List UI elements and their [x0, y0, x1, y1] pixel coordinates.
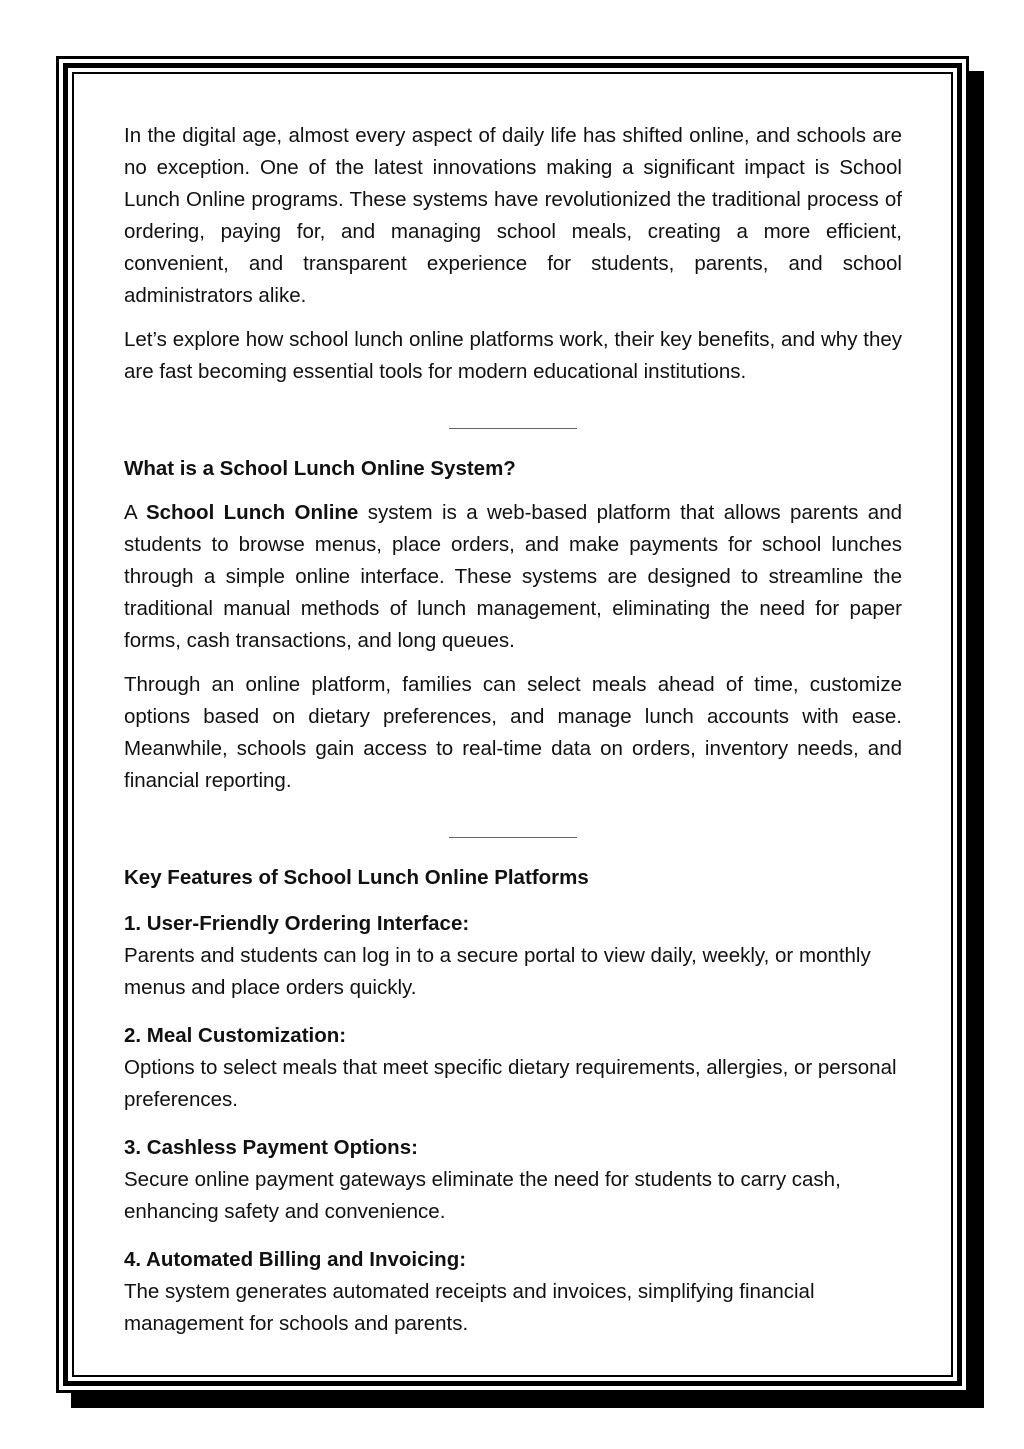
feature-description: Parents and students can log in to a secure portal to view daily, weekly, or monthly menus and place orders quickly. [124, 944, 871, 999]
feature-title: 2. Meal Customization: [124, 1024, 347, 1047]
what-is-bold-term: School Lunch Online [145, 501, 359, 524]
feature-item [124, 1244, 902, 1340]
feature-title: 1. User-Friendly Ordering Interface: [124, 912, 470, 935]
document-body [124, 120, 902, 1356]
feature-item [124, 908, 902, 1004]
feature-description: Secure online payment gateways eliminate the need for students to carry cash, enhancing safety and convenience. [124, 1168, 841, 1223]
feature-title: 3. Cashless Payment Options: [124, 1136, 418, 1159]
what-is-paragraph-1 [124, 497, 902, 657]
what-is-prefix: A [124, 501, 146, 524]
feature-title: 4. Automated Billing and Invoicing: [124, 1248, 467, 1271]
what-is-paragraph-2: Through an online platform, families can select meals ahead of time, customize options based on dietary preferences, and manage lunch accounts with ease. Meanwhile, schools gain access to real-time data on orders, inventory needs, and financial reporting. [124, 673, 902, 792]
feature-item [124, 1020, 902, 1116]
what-is-rest: system is a web-based platform that allows parents and students to browse menus, place orders, and make payments for school lunches through a simple online interface. These systems are designed to streamline the traditional manual methods of lunch management, eliminating the need for paper forms, cash transactions, and long queues. [124, 501, 903, 652]
section-heading-key-features: Key Features of School Lunch Online Platforms [124, 866, 589, 889]
section-divider [449, 428, 577, 429]
section-divider [449, 837, 577, 838]
feature-description: The system generates automated receipts and invoices, simplifying financial management for schools and parents. [124, 1280, 815, 1335]
section-heading-what-is: What is a School Lunch Online System? [124, 457, 516, 480]
intro-paragraph-2: Let’s explore how school lunch online platforms work, their key benefits, and why they are fast becoming essential tools for modern educational institutions. [124, 328, 902, 383]
intro-paragraph-1: In the digital age, almost every aspect of daily life has shifted online, and schools are no exception. One of the latest innovations making a significant impact is School Lunch Online programs. These systems have revolutionized the traditional process of ordering, paying for, and managing school meals, creating a more efficient, convenient, and transparent experience for students, parents, and school administrators alike. [124, 124, 902, 307]
feature-item [124, 1132, 902, 1228]
feature-description: Options to select meals that meet specific dietary requirements, allergies, or personal preferences. [124, 1056, 897, 1111]
